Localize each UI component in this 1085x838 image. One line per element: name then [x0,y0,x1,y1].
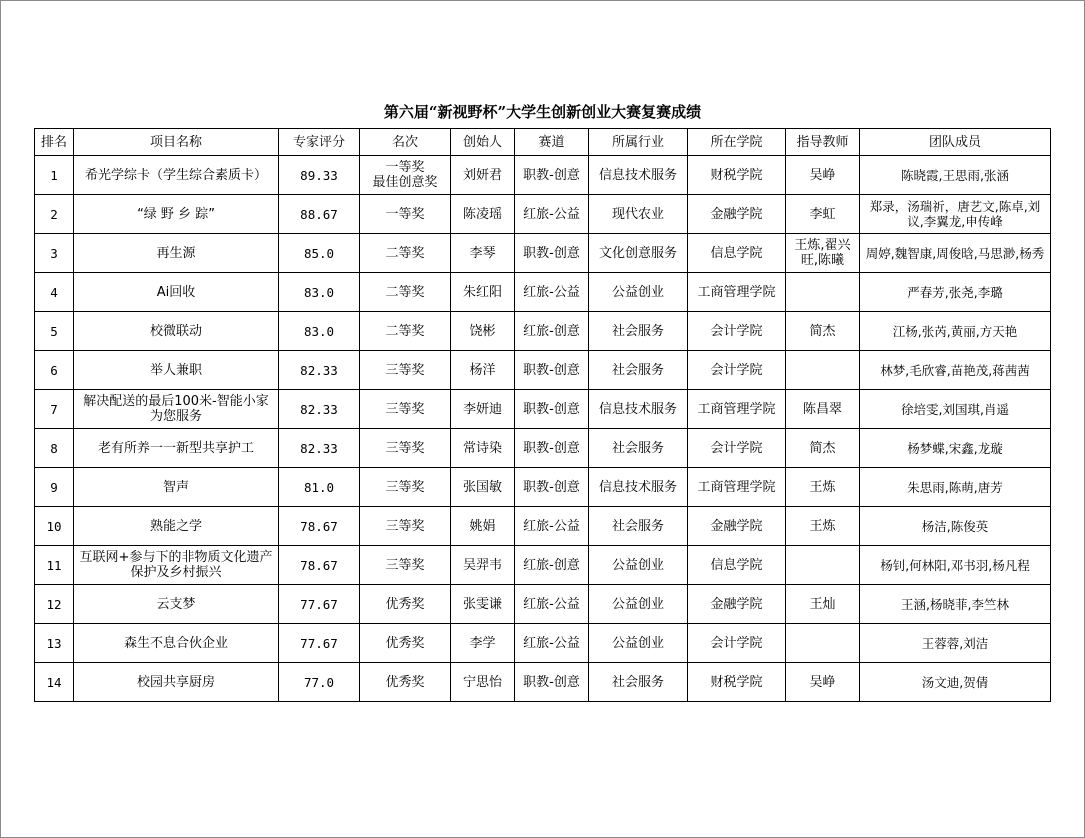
cell-members: 杨梦蝶,宋鑫,龙璇 [860,429,1051,468]
cell-award: 二等奖 [360,273,451,312]
header-advisor: 指导教师 [786,129,860,156]
cell-members: 周婷,魏智康,周俊晗,马思渺,杨秀 [860,234,1051,273]
cell-industry: 信息技术服务 [589,156,688,195]
cell-rank: 11 [35,546,74,585]
cell-score: 78.67 [279,507,360,546]
cell-award: 优秀奖 [360,585,451,624]
cell-rank: 12 [35,585,74,624]
header-college: 所在学院 [688,129,786,156]
cell-industry: 社会服务 [589,663,688,702]
cell-college: 财税学院 [688,663,786,702]
cell-rank: 9 [35,468,74,507]
cell-members: 林梦,毛欣睿,苗艳茂,蒋茜茜 [860,351,1051,390]
cell-founder: 吴羿韦 [451,546,515,585]
cell-score: 89.33 [279,156,360,195]
cell-project: 智声 [74,468,279,507]
cell-founder: 常诗染 [451,429,515,468]
cell-founder: 张国敏 [451,468,515,507]
cell-advisor: 王炼 [786,468,860,507]
cell-project: 解决配送的最后100米-智能小家 为您服务 [74,390,279,429]
cell-track: 红旅-创意 [515,546,589,585]
cell-track: 红旅-公益 [515,195,589,234]
table-row [35,156,1051,195]
cell-advisor [786,624,860,663]
cell-award: 三等奖 [360,390,451,429]
cell-rank: 5 [35,312,74,351]
header-industry: 所属行业 [589,129,688,156]
cell-founder: 李学 [451,624,515,663]
cell-industry: 社会服务 [589,351,688,390]
header-row [35,129,1051,156]
cell-score: 88.67 [279,195,360,234]
cell-project: 森生不息合伙企业 [74,624,279,663]
cell-members: 杨洁,陈俊英 [860,507,1051,546]
cell-rank: 14 [35,663,74,702]
header-founder: 创始人 [451,129,515,156]
table-row [35,507,1051,546]
cell-college: 会计学院 [688,624,786,663]
cell-founder: 刘妍君 [451,156,515,195]
cell-track: 红旅-公益 [515,624,589,663]
cell-score: 81.0 [279,468,360,507]
cell-college: 工商管理学院 [688,273,786,312]
cell-award: 优秀奖 [360,624,451,663]
cell-college: 会计学院 [688,429,786,468]
cell-track: 职教-创意 [515,351,589,390]
cell-project: “绿 野 乡 踪” [74,195,279,234]
cell-track: 职教-创意 [515,468,589,507]
results-table [34,128,1051,702]
cell-college: 金融学院 [688,507,786,546]
cell-founder: 陈凌瑶 [451,195,515,234]
table-row [35,390,1051,429]
cell-members: 严春芳,张尧,李璐 [860,273,1051,312]
table-body [35,156,1051,702]
cell-project: 熟能之学 [74,507,279,546]
cell-award: 三等奖 [360,507,451,546]
header-score: 专家评分 [279,129,360,156]
cell-award: 三等奖 [360,429,451,468]
cell-track: 职教-创意 [515,156,589,195]
cell-award: 一等奖 [360,195,451,234]
cell-rank: 1 [35,156,74,195]
table-row [35,234,1051,273]
cell-track: 职教-创意 [515,390,589,429]
cell-track: 职教-创意 [515,429,589,468]
cell-rank: 2 [35,195,74,234]
cell-industry: 公益创业 [589,624,688,663]
cell-award: 二等奖 [360,234,451,273]
table-row [35,351,1051,390]
cell-track: 职教-创意 [515,234,589,273]
cell-project: 校微联动 [74,312,279,351]
cell-college: 会计学院 [688,351,786,390]
table-row [35,273,1051,312]
cell-industry: 信息技术服务 [589,468,688,507]
cell-rank: 8 [35,429,74,468]
cell-members: 陈晓霞,王思雨,张涵 [860,156,1051,195]
cell-advisor: 王炼 [786,507,860,546]
cell-track: 红旅-创意 [515,312,589,351]
table-row [35,546,1051,585]
cell-college: 金融学院 [688,195,786,234]
cell-college: 财税学院 [688,156,786,195]
cell-founder: 饶彬 [451,312,515,351]
cell-score: 82.33 [279,351,360,390]
cell-advisor: 李虹 [786,195,860,234]
cell-advisor: 吴峥 [786,156,860,195]
cell-advisor: 简杰 [786,312,860,351]
header-project: 项目名称 [74,129,279,156]
cell-industry: 社会服务 [589,507,688,546]
cell-track: 职教-创意 [515,663,589,702]
cell-founder: 朱红阳 [451,273,515,312]
cell-score: 77.0 [279,663,360,702]
table-row [35,468,1051,507]
cell-founder: 宁思怡 [451,663,515,702]
cell-industry: 信息技术服务 [589,390,688,429]
cell-score: 78.67 [279,546,360,585]
cell-project: 校园共享厨房 [74,663,279,702]
table-row [35,312,1051,351]
cell-members: 杨钊,何林阳,邓书羽,杨凡程 [860,546,1051,585]
table-row [35,663,1051,702]
cell-college: 工商管理学院 [688,390,786,429]
cell-advisor: 王炼,翟兴旺,陈曦 [786,234,860,273]
cell-industry: 公益创业 [589,546,688,585]
cell-award: 三等奖 [360,351,451,390]
cell-rank: 7 [35,390,74,429]
cell-advisor [786,273,860,312]
cell-project: 举人兼职 [74,351,279,390]
cell-founder: 姚娟 [451,507,515,546]
cell-project: 再生源 [74,234,279,273]
cell-score: 77.67 [279,585,360,624]
cell-founder: 李琴 [451,234,515,273]
table-row [35,195,1051,234]
cell-award: 一等奖 最佳创意奖 [360,156,451,195]
cell-college: 信息学院 [688,234,786,273]
cell-members: 郑录，汤瑞祈，唐艺文,陈卓,刘议,李翼龙,申传峰 [860,195,1051,234]
cell-project: 希光学综卡（学生综合素质卡） [74,156,279,195]
cell-advisor [786,546,860,585]
cell-award: 优秀奖 [360,663,451,702]
cell-award: 二等奖 [360,312,451,351]
table-row [35,624,1051,663]
cell-rank: 4 [35,273,74,312]
cell-industry: 公益创业 [589,585,688,624]
cell-advisor: 王灿 [786,585,860,624]
cell-advisor: 吴峥 [786,663,860,702]
header-members: 团队成员 [860,129,1051,156]
cell-members: 王涵,杨晓菲,李竺林 [860,585,1051,624]
header-award: 名次 [360,129,451,156]
cell-college: 工商管理学院 [688,468,786,507]
cell-project: 云支梦 [74,585,279,624]
table-row [35,429,1051,468]
cell-score: 77.67 [279,624,360,663]
cell-industry: 社会服务 [589,312,688,351]
cell-project: Ai回收 [74,273,279,312]
cell-score: 82.33 [279,390,360,429]
cell-industry: 文化创意服务 [589,234,688,273]
cell-college: 信息学院 [688,546,786,585]
cell-track: 红旅-公益 [515,507,589,546]
cell-score: 83.0 [279,273,360,312]
cell-rank: 3 [35,234,74,273]
cell-track: 红旅-公益 [515,585,589,624]
cell-industry: 社会服务 [589,429,688,468]
cell-project: 互联网+参与下的非物质文化遗产 保护及乡村振兴 [74,546,279,585]
cell-members: 徐培雯,刘国琪,肖遥 [860,390,1051,429]
cell-college: 金融学院 [688,585,786,624]
cell-award: 三等奖 [360,546,451,585]
cell-rank: 6 [35,351,74,390]
cell-rank: 13 [35,624,74,663]
cell-project: 老有所养一一新型共享护工 [74,429,279,468]
cell-college: 会计学院 [688,312,786,351]
cell-industry: 现代农业 [589,195,688,234]
cell-members: 江杨,张芮,黄丽,方天艳 [860,312,1051,351]
header-track: 赛道 [515,129,589,156]
cell-advisor: 简杰 [786,429,860,468]
cell-founder: 杨洋 [451,351,515,390]
cell-founder: 张雯谦 [451,585,515,624]
cell-members: 朱思雨,陈萌,唐芳 [860,468,1051,507]
cell-score: 82.33 [279,429,360,468]
cell-track: 红旅-公益 [515,273,589,312]
cell-industry: 公益创业 [589,273,688,312]
cell-rank: 10 [35,507,74,546]
cell-founder: 李妍迪 [451,390,515,429]
header-rank: 排名 [35,129,74,156]
cell-award: 三等奖 [360,468,451,507]
table-row [35,585,1051,624]
document-title: 第六届“新视野杯”大学生创新创业大赛复赛成绩 [383,103,702,121]
cell-members: 汤文迪,贺倩 [860,663,1051,702]
cell-advisor [786,351,860,390]
cell-members: 王蓉蓉,刘洁 [860,624,1051,663]
cell-score: 85.0 [279,234,360,273]
cell-score: 83.0 [279,312,360,351]
cell-advisor: 陈昌翠 [786,390,860,429]
